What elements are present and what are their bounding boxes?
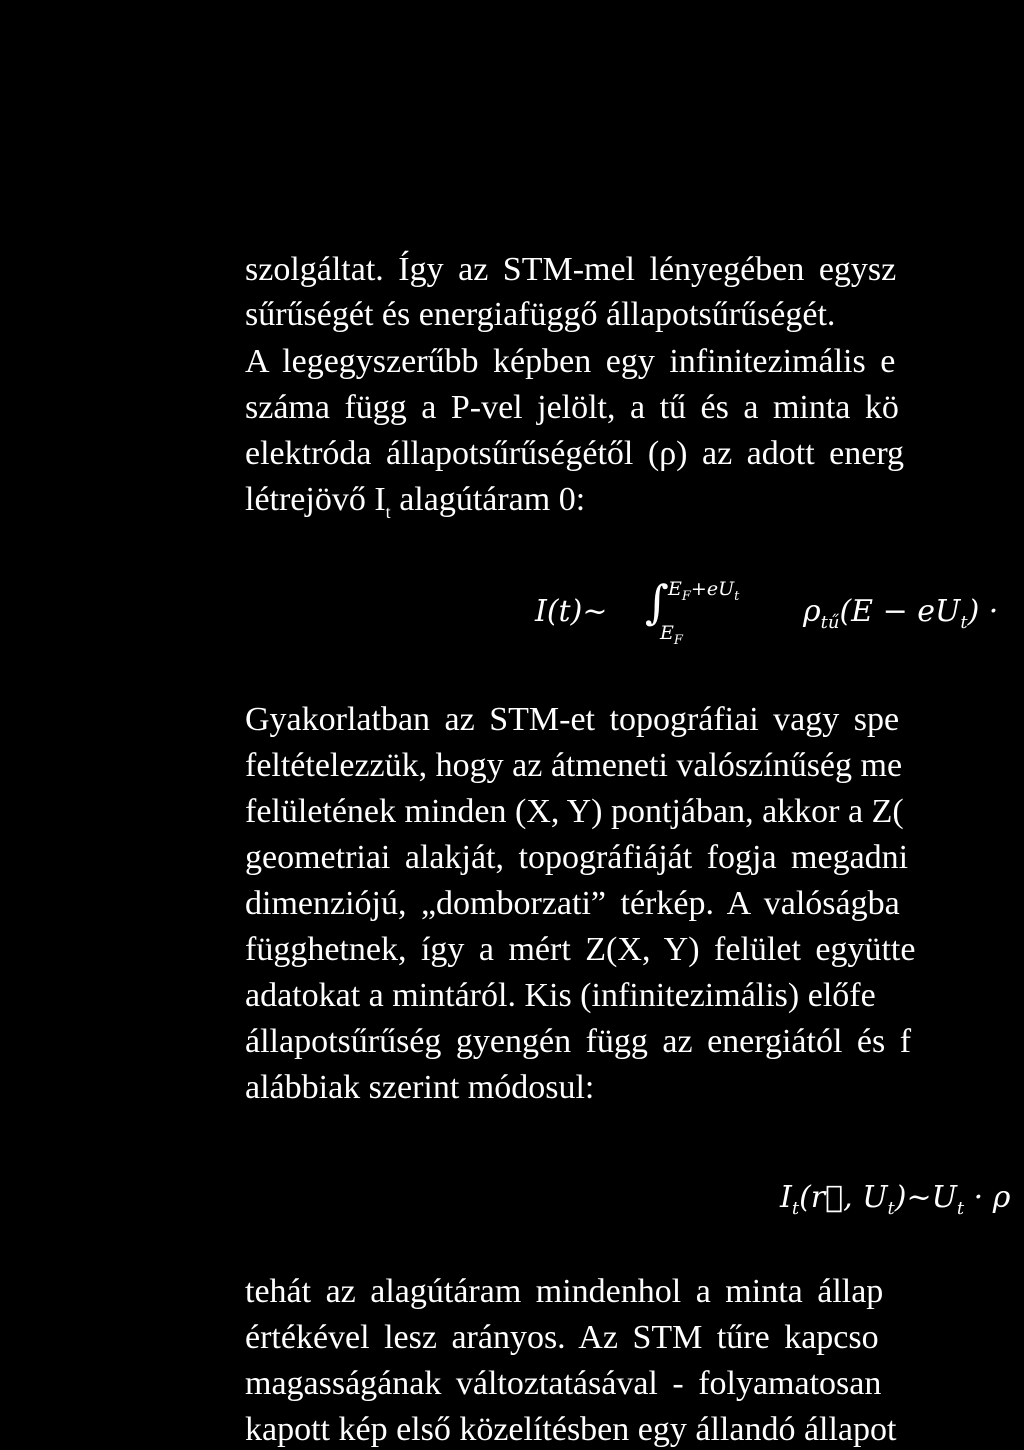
equation-lhs: I(t)~ xyxy=(535,594,608,629)
text-line: feltételezzük, hogy az átmeneti valószínűség me xyxy=(245,747,903,784)
text-line: Gyakorlatban az STM-et topográfiai vagy spe xyxy=(245,701,900,738)
text-line xyxy=(245,480,585,532)
text-line: száma függ a P-vel jelölt, a tű és a minta kö xyxy=(245,389,899,426)
equation-2: $I_t(r⃗$, $U_t)\sim U_t \cdot \rho$ xyxy=(780,1180,1011,1219)
subscript: t xyxy=(385,501,391,522)
upper-limit: $E_F+eU_t$ xyxy=(668,578,740,604)
integrand: $\rho_{tű}(E - eU_t)$ · xyxy=(803,594,999,633)
text-line: állapotsűrűség gyengén függ az energiától és f xyxy=(245,1023,912,1060)
text-line: szolgáltat. Így az STM-mel lényegében egysz xyxy=(245,251,897,288)
text-line: geometriai alakját, topográfiáját fogja megadni xyxy=(245,839,909,876)
text-fragment: létrejövő I xyxy=(245,481,386,518)
text-line: függhetnek, így a mért Z(X, Y) felület együtte xyxy=(245,931,916,968)
text-line: A legegyszerűbb képben egy infinitezimális e xyxy=(245,343,896,380)
text-line: magasságának változtatásával - folyamatosan xyxy=(245,1365,882,1402)
lower-limit: $E_F$ xyxy=(660,622,683,648)
text-line: kapott kép első közelítésben egy állandó állapot xyxy=(245,1411,897,1448)
text-line: alábbiak szerint módosul: xyxy=(245,1069,595,1106)
text-line: sűrűségét és energiafüggő állapotsűrűségét. xyxy=(245,296,836,333)
text-line: dimenziójú, „domborzati” térkép. A valóságba xyxy=(245,885,900,922)
text-fragment: alagútáram 0: xyxy=(399,481,586,518)
text-line: felületének minden (X, Y) pontjában, akkor a Z( xyxy=(245,793,904,830)
text-line: elektróda állapotsűrűségétől (ρ) az adott energ xyxy=(245,435,905,472)
text-line: értékével lesz arányos. Az STM tűre kapcso xyxy=(245,1319,879,1356)
text-line: tehát az alagútáram mindenhol a minta állap xyxy=(245,1273,884,1310)
text-line: adatokat a mintáról. Kis (infinitezimális) előfe xyxy=(245,977,876,1014)
integral-sign: ∫ xyxy=(645,575,669,629)
